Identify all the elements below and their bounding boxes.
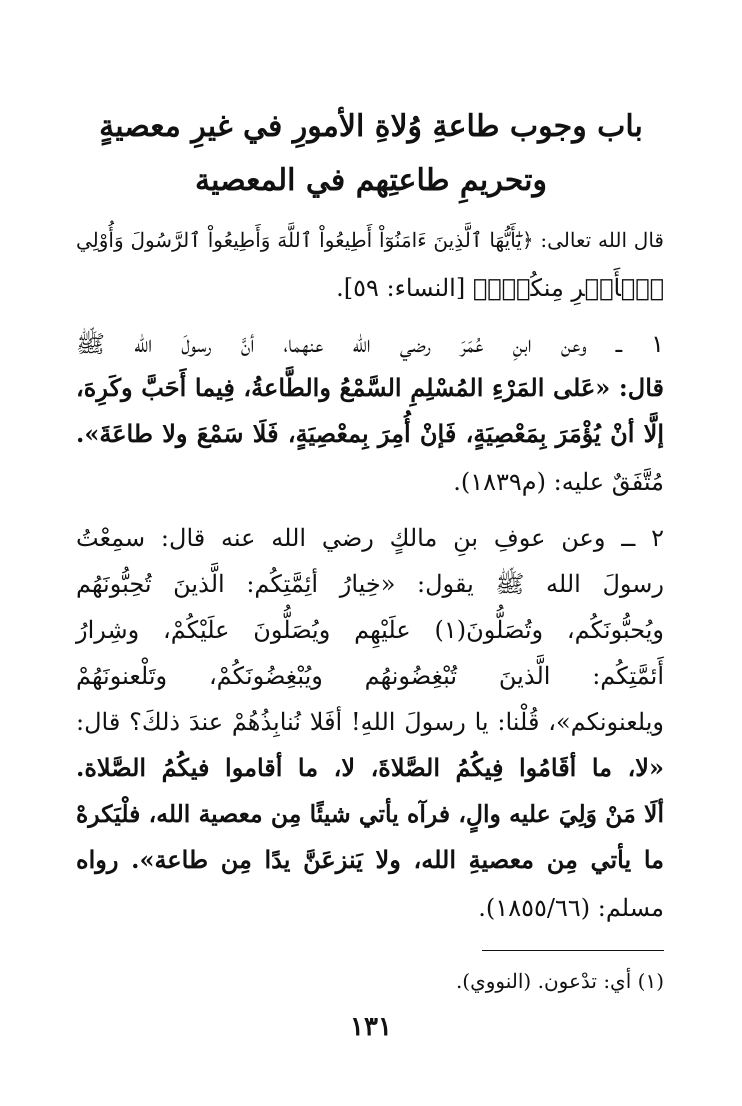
page-number: ١٣١ [350,1012,392,1042]
intro-verse-line-1: قال الله تعالى: ﴿يَٰٓأَيُّهَا ٱلَّذِينَ ءَامَنُوٓاْ أَطِيعُواْ ٱللَّهَ وَأَطِيعُواْ ٱلرَّسُولَ وَأُوْلِي [76,228,664,252]
hadith-1-line-2: قال: «عَلى المَرْءِ المُسْلِمِ السَّمْعُ والطَّاعةُ، فِيما أَحَبَّ وكَرِهَ، [76,373,664,402]
hadith-2-line-2: رسولَ الله ﷺ يقول: «خِيارُ أئِمَّتِكُم: الَّذينَ تُحِبُّونَهُم [76,570,664,598]
hadith-2-line-8: ما يأتي مِن معصيةِ الله، ولا يَنزعَنَّ يدًا مِن طاعة». رواه [76,845,664,874]
intro-verse-line-2: ٱلۡأَمۡرِ مِنكُمۡۖ﴾ [النساء: ٥٩]. [336,274,664,302]
chapter-title-line-1: باب وجوب طاعةِ وُلاةِ الأمورِ في غيرِ معصيةٍ [99,109,643,144]
hadith-1-line-1: ١ ــ وعن ابنِ عُمَرَ رضي الله عنهما، أنَّ رسولَ الله ﷺ [76,330,664,358]
hadith-2-line-5: ويلعنونكم»، قُلْنا: يا رسولَ اللهِ! أفَلا نُنابِذُهُمْ عندَ ذلكَ؟ قال: [76,708,664,736]
hadith-2-source: مسلم: (١٨٥٥/٦٦). [478,894,664,922]
hadith-2-line-4: أَئمَّتِكُم: الَّذينَ تُبْغِضُونهُم ويُبْغِضُونَكُمْ، وتَلْعنونَهُمْ [76,662,664,690]
hadith-2-line-6: «لا، ما أقَامُوا فِيكُمُ الصَّلاةَ، لا، ما أقاموا فيكُمُ الصَّلاة. [76,753,664,782]
hadith-2-line-7: ألَا مَنْ وَلِيَ عليه والٍ، فرآه يأتي شيئًا مِن معصية الله، فلْيَكرهْ [76,800,664,828]
hadith-1-source: مُتَّفَقٌ عليه: (م١٨٣٩). [453,468,664,496]
chapter-title-line-2: وتحريمِ طاعتِهم في المعصية [195,163,547,198]
footnote: (١) أي: تدْعون. (النووي). [455,969,664,993]
footnote-divider [482,950,664,951]
hadith-1-line-3: إلَّا أنْ يُؤْمَرَ بِمَعْصِيَةٍ، فَإنْ أُمِرَ بِمعْصِيَةٍ، فَلَا سَمْعَ ولا طاعَةَ». [76,419,664,448]
hadith-2-line-3: ويُحبُّونَكُم، وتُصَلُّونَ(١) علَيْهِم ويُصَلُّونَ علَيْكُمْ، وشِرارُ [76,616,664,644]
hadith-2-line-1: ٢ ــ وعن عوفِ بنِ مالكٍ رضي الله عنه قال: سمِعْتُ [76,524,664,552]
